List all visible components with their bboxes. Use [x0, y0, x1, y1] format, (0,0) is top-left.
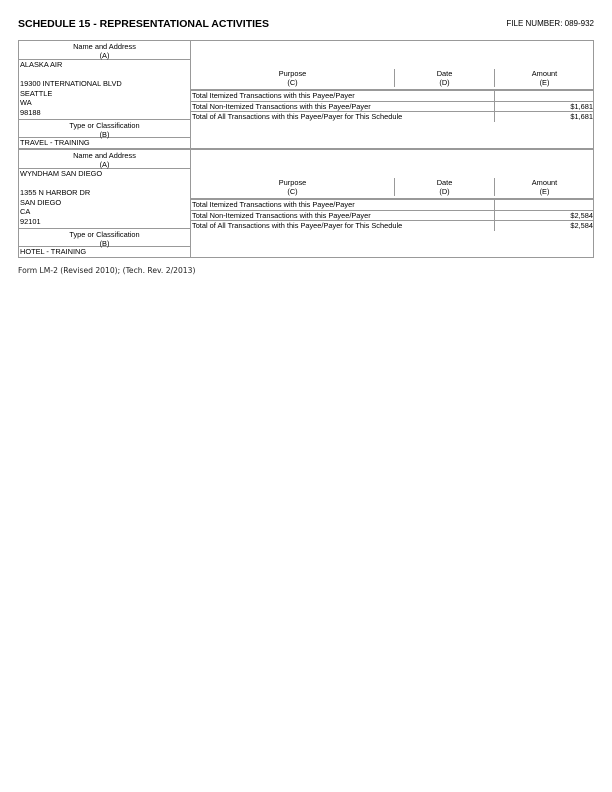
date-column-header — [394, 178, 494, 196]
date-code: (D) — [439, 187, 450, 196]
type-classification-label: Type or Classification — [69, 230, 140, 239]
purpose-code: (C) — [287, 78, 298, 87]
purpose-label: Purpose — [278, 178, 307, 187]
total-itemized-row — [191, 91, 594, 102]
type-classification-code: (B) — [99, 130, 110, 139]
name-address-header — [19, 41, 190, 60]
payee-entry — [18, 40, 594, 149]
totals-table — [191, 89, 594, 122]
payee-name: ALASKA AIR — [20, 60, 63, 69]
name-address-code: (A) — [99, 51, 110, 60]
total-all-row — [191, 221, 594, 231]
type-classification-code: (B) — [99, 239, 110, 248]
payee-name: WYNDHAM SAN DIEGO — [20, 169, 103, 178]
transactions-section — [191, 41, 594, 148]
amount-code: (E) — [539, 78, 550, 87]
total-all-amount: $2,584 — [494, 221, 594, 231]
total-all-label: Total of All Transactions with this Payee/Payer for This Schedule — [192, 112, 403, 121]
file-number: FILE NUMBER: 089-932 — [506, 19, 594, 28]
payee-address-line2 — [20, 179, 190, 189]
payee-street: 1355 N HARBOR DR — [20, 188, 91, 198]
name-address-header — [19, 150, 190, 169]
purpose-label: Purpose — [278, 69, 307, 78]
total-non-itemized-label: Total Non-Itemized Transactions with this Payee/Payer — [192, 101, 371, 111]
date-label: Date — [436, 69, 453, 78]
payee-address-line2 — [20, 70, 190, 80]
payee-city: SAN DIEGO — [20, 197, 62, 207]
payee-info — [19, 41, 191, 148]
total-non-itemized-row — [191, 102, 594, 113]
total-itemized-amount — [494, 200, 594, 210]
payee-address — [19, 169, 190, 228]
payee-zip: 92101 — [20, 216, 41, 226]
payee-type: TRAVEL - TRAINING — [20, 138, 90, 147]
payee-entry — [18, 149, 594, 258]
total-non-itemized-label: Total Non-Itemized Transactions with this Payee/Payer — [192, 210, 371, 220]
payee-state: CA — [20, 207, 31, 217]
amount-label: Amount — [531, 69, 558, 78]
name-address-label: Name and Address — [73, 42, 136, 51]
amount-label: Amount — [531, 178, 558, 187]
amount-column-header — [494, 69, 594, 87]
purpose-column-header — [191, 69, 394, 87]
purpose-column-header — [191, 178, 394, 196]
payee-type: HOTEL - TRAINING — [20, 247, 87, 256]
type-classification-header — [19, 119, 190, 138]
name-address-label: Name and Address — [73, 151, 136, 160]
type-classification-header — [19, 228, 190, 247]
total-non-itemized-row — [191, 211, 594, 222]
schedule-title: SCHEDULE 15 - REPRESENTATIONAL ACTIVITIES — [18, 18, 270, 30]
amount-code: (E) — [539, 187, 550, 196]
payee-city: SEATTLE — [20, 88, 53, 98]
payee-street: 19300 INTERNATIONAL BLVD — [20, 79, 122, 89]
payee-address — [19, 60, 190, 119]
total-itemized-amount — [494, 91, 594, 101]
purpose-code: (C) — [287, 187, 298, 196]
total-itemized-label: Total Itemized Transactions with this Payee/Payer — [192, 200, 355, 209]
payee-zip: 98188 — [20, 107, 41, 117]
totals-table — [191, 198, 594, 231]
date-code: (D) — [439, 78, 450, 87]
total-all-label: Total of All Transactions with this Payee/Payer for This Schedule — [192, 221, 403, 230]
type-classification-label: Type or Classification — [69, 121, 140, 130]
total-itemized-row — [191, 200, 594, 211]
date-label: Date — [436, 178, 453, 187]
total-non-itemized-amount: $2,584 — [494, 211, 594, 221]
form-footer: Form LM-2 (Revised 2010); (Tech. Rev. 2/2013) — [18, 266, 196, 275]
payee-state: WA — [20, 98, 32, 108]
payee-info — [19, 150, 191, 257]
name-address-code: (A) — [99, 160, 110, 169]
total-itemized-label: Total Itemized Transactions with this Payee/Payer — [192, 91, 355, 100]
amount-column-header — [494, 178, 594, 196]
transactions-section — [191, 150, 594, 257]
total-all-row — [191, 112, 594, 122]
total-non-itemized-amount: $1,681 — [494, 102, 594, 112]
total-all-amount: $1,681 — [494, 112, 594, 122]
date-column-header — [394, 69, 494, 87]
